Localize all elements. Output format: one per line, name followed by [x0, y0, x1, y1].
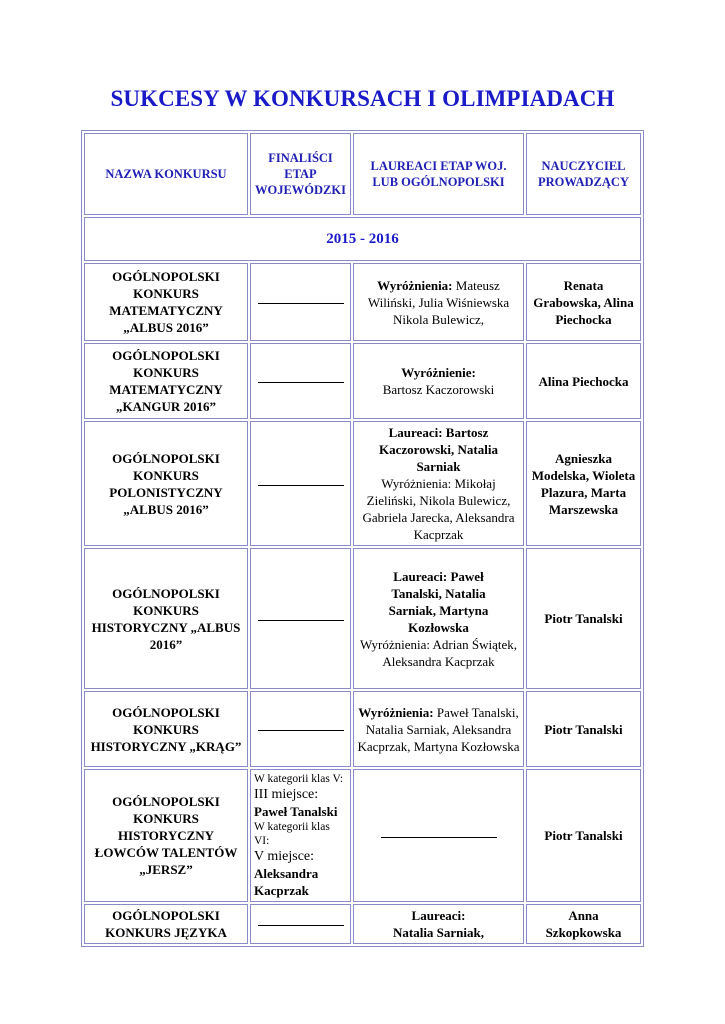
table-row	[84, 548, 641, 689]
laureates-cell	[353, 343, 524, 419]
award-names: : Mikołaj Zieliński, Nikola Bulewicz, Gabriela Jarecka, Aleksandra Kacprzak	[362, 476, 515, 542]
competition-name: OGÓLNOPOLSKI KONKURS POLONISTYCZNY „ALBUS 2016”	[84, 421, 248, 546]
teacher-cell: Piotr Tanalski	[526, 548, 641, 689]
laureates-names: Laureaci: Paweł Tanalski, Natalia Sarniak, Martyna Kozłowska	[388, 568, 489, 635]
competition-name: OGÓLNOPOLSKI KONKURS MATEMATYCZNY „ALBUS 2016”	[84, 263, 248, 341]
competition-name: OGÓLNOPOLSKI KONKURS HISTORYCZNY ŁOWCÓW TALENTÓW „JERSZ”	[84, 769, 248, 902]
award-label: Wyróżnienia	[381, 476, 448, 491]
award-label: Wyróżnienia:	[358, 704, 434, 720]
header-laureates: LAUREACI ETAP WOJ. LUB OGÓLNOPOLSKI	[353, 133, 524, 215]
empty-dash	[258, 620, 344, 621]
laureates-cell	[353, 691, 524, 767]
school-year: 2015 - 2016	[84, 217, 641, 261]
finalists-cell	[250, 421, 351, 546]
finalists-cell	[250, 548, 351, 689]
laureates-names: Natalia Sarniak,	[392, 925, 484, 940]
year-row	[84, 217, 641, 261]
empty-dash	[258, 303, 344, 304]
award-names: : Adrian Świątek, Aleksandra Kacprzak	[382, 636, 517, 669]
laureates-cell	[353, 904, 524, 944]
finalist-name: Aleksandra Kacprzak	[254, 866, 319, 898]
table-row	[84, 421, 641, 546]
empty-dash	[258, 382, 344, 383]
laureates-names: Laureaci: Bartosz Kaczorowski, Natalia Sarniak	[379, 425, 498, 474]
finalists-cell	[250, 691, 351, 767]
table-header-row	[84, 133, 641, 215]
finalist-name: Paweł Tanalski	[254, 804, 338, 819]
page-title: SUKCESY W KONKURSACH I OLIMPIADACH	[110, 86, 615, 111]
award-label: Wyróżnienia	[360, 636, 427, 652]
empty-dash	[381, 837, 497, 838]
teacher-cell: Renata Grabowska, Alina Piechocka	[526, 263, 641, 341]
results-table	[81, 130, 644, 947]
laureates-cell	[353, 421, 524, 546]
finalists-cell	[250, 343, 351, 419]
table-row	[84, 343, 641, 419]
award-names: Paweł Tanalski, Natalia Sarniak, Aleksandra Kacprzak, Martyna Kozłowska	[357, 704, 520, 754]
header-finalists: FINALIŚCI ETAP WOJEWÓDZKI	[250, 133, 351, 215]
laureates-cell	[353, 769, 524, 902]
competition-name: OGÓLNOPOLSKI KONKURS HISTORYCZNY „ALBUS 2016”	[84, 548, 248, 689]
table-row	[84, 263, 641, 341]
finalists-cell	[250, 263, 351, 341]
table-row	[84, 904, 641, 944]
category-label: W kategorii klas V:	[254, 773, 344, 785]
award-names: Mateusz Wiliński, Julia Wiśniewska Nikola Bulewicz,	[367, 277, 510, 327]
teacher-cell: Piotr Tanalski	[526, 769, 641, 902]
teacher-cell: Piotr Tanalski	[526, 691, 641, 767]
award-label: Laureaci:	[411, 908, 466, 923]
teacher-cell: Agnieszka Modelska, Wioleta Plazura, Marta Marszewska	[526, 421, 641, 546]
empty-dash	[258, 925, 344, 926]
competition-name: OGÓLNOPOLSKI KONKURS JĘZYKA	[84, 904, 248, 944]
award-label: Wyróżnienie:	[401, 365, 476, 380]
competition-name: OGÓLNOPOLSKI KONKURS HISTORYCZNY „KRĄG”	[84, 691, 248, 767]
teacher-cell: Anna Szkopkowska	[526, 904, 641, 944]
laureates-cell	[353, 263, 524, 341]
header-teacher: NAUCZYCIEL PROWADZĄCY	[526, 133, 641, 215]
place-label: V miejsce:	[254, 849, 315, 864]
empty-dash	[258, 485, 344, 486]
teacher-cell: Alina Piechocka	[526, 343, 641, 419]
competition-name: OGÓLNOPOLSKI KONKURS MATEMATYCZNY „KANGUR 2016”	[84, 343, 248, 419]
table-row	[84, 691, 641, 767]
empty-dash	[258, 730, 344, 731]
header-competition-name: NAZWA KONKURSU	[84, 133, 248, 215]
laureates-cell	[353, 548, 524, 689]
finalists-cell	[250, 904, 351, 944]
finalists-cell	[250, 769, 351, 902]
award-label: Wyróżnienia:	[377, 277, 453, 293]
place-label: III miejsce:	[254, 787, 319, 802]
award-names: Bartosz Kaczorowski	[382, 382, 495, 397]
table-row	[84, 769, 641, 902]
category-label: W kategorii klas VI:	[254, 821, 330, 847]
